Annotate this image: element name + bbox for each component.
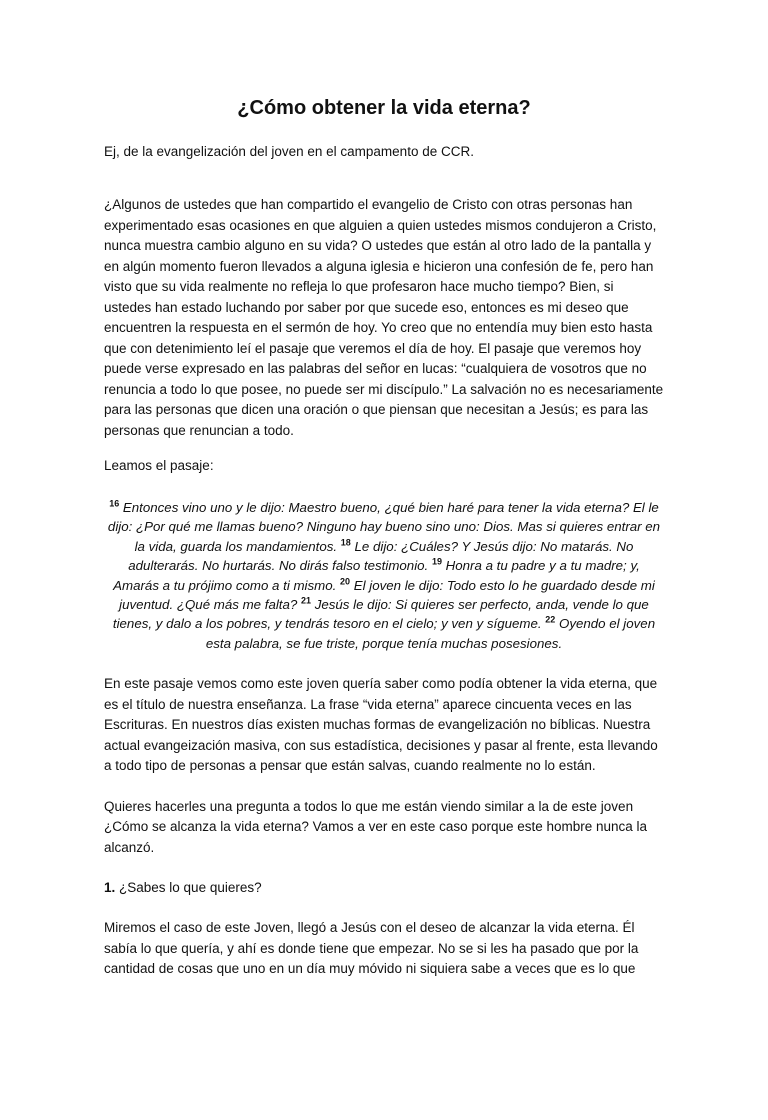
scripture-passage (104, 498, 664, 653)
section-heading-text: ¿Sabes lo que quieres? (115, 880, 262, 896)
body-paragraph: Quieres hacerles una pregunta a todos lo que me están viendo similar a la de este joven ¿Cómo se alcanza la vida eterna? Vamos a ver en este caso porque este hombre nunca la alcanzó. (104, 798, 648, 855)
verse-text: Oyendo el joven esta palabra, se fue triste, porque tenía muchas posesiones. (205, 616, 656, 651)
body-paragraph: Miremos el caso de este Joven, llegó a Jesús con el deseo de alcanzar la vida eterna. Él sabía lo que quería, y ahí es donde tiene que empezar. No se si les ha pasado que por la cantidad de cosas que uno en un día muy móvido ni siquiera sabe a veces que es lo que (104, 920, 639, 977)
verse-number: 20 (340, 576, 351, 587)
intro-paragraph: ¿Algunos de ustedes que han compartido el evangelio de Cristo con otras personas han experimentado esas ocasiones en que alguien a quien ustedes mismos condujeron a Cristo, nunca muestra cambio alguno en su vida? O ustedes que están al otro lado de la pantalla y en algún momento fueron llevados a alguna iglesia e hicieron una confesión de fe, pero han visto que su vida realmente no refleja lo que profesaron hace mucho tiempo? Bien, si ustedes han estado luchando por saber por que sucede eso, entonces es mi deseo que encuentren la respuesta en el sermón de hoy. Yo creo que no entendía muy bien esto hasta que con detenimiento leí el pasaje que veremos el día de hoy. El pasaje que veremos hoy puede verse expresado en las palabras del señor en lucas: “cualquiera de vosotros que no renuncia a todo lo que posee, no puede ser mi discípulo.” La salvación no es necesariamente para las personas que dicen una oración o que piensan que necesitan a Jesús; es para las personas que renuncian a todo. (104, 197, 664, 438)
verse-text: Entonces vino uno y le dijo: Maestro bueno, ¿qué bien haré para tener la vida eterna? El le dijo: ¿Por qué me llamas bueno? Ninguno hay bueno sino uno: Dios. Mas si quieres entrar en la vida, guarda los mandamientos. (107, 500, 661, 554)
document-page (0, 96, 768, 1120)
verse-number: 18 (340, 537, 351, 548)
verse-text: Le dijo: ¿Cuáles? Y Jesús dijo: No matarás. No adulterarás. No hurtarás. No dirás falso testimonio. (128, 538, 634, 574)
verse-text: El joven le dijo: Todo esto lo he guardado desde mi juventud. ¿Qué más me falta? (119, 577, 655, 613)
verse-text: Jesús le dijo: Si quieres ser perfecto, anda, vende lo que tienes, y dalo a los pobres, y tendrás tesoro en el cielo; y ven y sígueme. (112, 597, 649, 632)
page-title: ¿Cómo obtener la vida eterna? (237, 97, 531, 119)
verse-text: Honra a tu padre y a tu madre; y, Amarás a tu prójimo como a ti mismo. (113, 558, 640, 593)
passage-label: Leamos el pasaje: (104, 458, 214, 473)
verse-number: 19 (431, 556, 442, 567)
verse-number: 16 (109, 498, 120, 509)
verse-number: 21 (301, 595, 312, 606)
body-paragraph: En este pasaje vemos como este joven quería saber como podía obtener la vida eterna, que es el título de nuestra enseñanza. La frase “vida eterna” aparece cincuenta veces en las Escrituras. En nuestros días existen muchas formas de evangelización no bíblicas. Nuestra actual evangeización masiva, con sus estadística, decisiones y pasar al frente, esta llevando a todo tipo de personas a pensar que están salvas, cuando realmente no lo están. (104, 676, 658, 774)
subtitle: Ej, de la evangelización del joven en el campamento de CCR. (104, 144, 474, 159)
section-number: 1. (104, 880, 116, 896)
section-heading (104, 878, 664, 898)
verse-number: 22 (545, 615, 556, 626)
